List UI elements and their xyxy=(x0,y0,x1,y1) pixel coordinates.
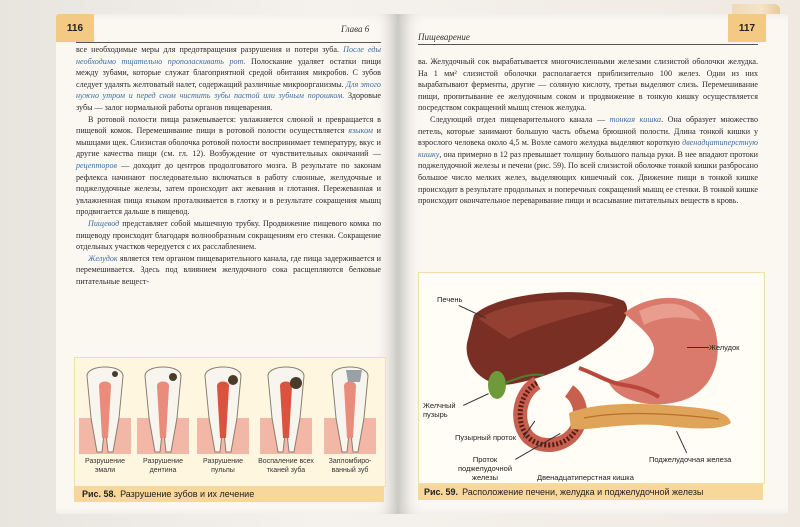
right-header-rule xyxy=(418,44,758,45)
label-pancreatic-duct: Проток поджелудочной железы xyxy=(457,455,513,482)
tooth-label-5: Запломбиро-ванный зуб xyxy=(328,458,372,474)
left-page xyxy=(56,14,398,514)
left-running-head: Глава 6 xyxy=(341,24,370,34)
teeth-figure xyxy=(74,357,386,487)
tooth-label-4: Воспаление всех тканей зуба xyxy=(258,458,314,474)
digestive-figure xyxy=(418,272,765,484)
left-body-text xyxy=(76,44,381,287)
organs-illustration xyxy=(419,273,764,483)
right-page-number: 117 xyxy=(728,14,766,42)
figure-58-caption xyxy=(74,486,384,502)
right-paragraph-2: Следующий отдел пищеварительного канала — тонкая кишка. Она образует множество петель, которые занимают большую часть объема брюшной полости. Длина тонкой кишки у взрослого человека около 4,5 м. Возле самого желудка выделяют короткую двенадцатиперстную кишку, она примерно в 12 раз превышает толщину большого пальца руки. В нее впадают протоки поджелудочной железы и печени (рис. 59). По всей слизистой оболочке тонкой кишки разбросано большое число мелких желез, выделяющих кишечный сок. Движение пищи в тонкой кишке происходит в результате продольных и поперечных сокращений мышц ее стенки. В тонкой кишке происходит окончательное переваривание пищи и всасывание питательных веществ в кровь. xyxy=(418,114,758,206)
right-page xyxy=(398,14,788,514)
left-paragraph-3: Пищевод представляет собой мышечную трубку. Продвижение пищевого комка по пищеводу происходит благодаря волнообразным сокращениям его стенки. Сокращение отдельных участков чередуется с их расслаблением. xyxy=(76,218,381,252)
tooth-label-2: Разрушение дентина xyxy=(143,458,183,474)
label-liver: Печень xyxy=(437,295,463,304)
label-duodenum: Двенадцатиперстная кишка xyxy=(537,473,634,482)
tooth-drawing-3 xyxy=(197,367,249,454)
label-gallbladder: Желчный пузырь xyxy=(423,401,456,419)
right-running-head: Пищеварение xyxy=(418,32,470,42)
tooth-drawing-1 xyxy=(79,367,131,454)
right-body-text xyxy=(418,56,758,207)
book-spread xyxy=(56,14,792,519)
label-stomach: Желудок xyxy=(709,343,740,352)
tooth-label-3: Разрушение пульпы xyxy=(203,458,243,474)
label-bile-duct: Пузырный проток xyxy=(455,433,516,442)
figure-59-text: Расположение печени, желудка и поджелудочной железы xyxy=(462,487,704,497)
left-paragraph-4: Желудок является тем органом пищеварительного канала, где пища задерживается и перемешивается. Здесь под влиянием желудочного сока расщепляются белковые питательные вещест- xyxy=(76,253,381,286)
left-page-number: 116 xyxy=(56,14,94,42)
left-paragraph-2: В ротовой полости пища разжевывается: увлажняется слюной и превращается в пищевой комок. Перемешивание пищи в ротовой полости осуществляется языком и мышцами щек. Слизистая оболочка ротовой полости воспринимает температуру, вкус и другие качества пищи (см. гл. 12). Возбуждение от чувствительных окончаний — рецепторов — доходит до центров продолговатого мозга. В результате по законам рефлекса начинают последовательно включаться в работу слюнные, желудочные и поджелудочные железы, затем происходит акт жевания и глотания. Пережеванная и увлажненная пища языком проталкивается в глотку и в результате сокращения мышц продвигается дальше в пищевод. xyxy=(76,114,381,217)
gallbladder-shape xyxy=(488,371,506,399)
tooth-drawing-5 xyxy=(324,367,376,454)
right-paragraph-1: ва. Желудочный сок вырабатывается многочисленными железами слизистой оболочки желудка. На 1 мм² слизистой оболочки располагается приблизительно 100 желез. Одни из них вырабатывают ферменты, другие — соляную кислоту, третьи выделяют слизь. Перемешивание пищи, пропитывание ее желудочным соком и продвижение в тонкую кишку осуществляется посредством сокращений мышц стенок желудка. xyxy=(418,57,758,113)
left-header-rule xyxy=(76,42,381,43)
tooth-label-1: Разрушение эмали xyxy=(85,458,125,474)
figure-58-number: Рис. 58. xyxy=(82,489,117,499)
tooth-drawing-2 xyxy=(137,367,189,454)
tooth-drawing-4 xyxy=(260,367,312,454)
figure-59-number: Рис. 59. xyxy=(424,487,459,497)
figure-58-text: Разрушение зубов и их лечение xyxy=(120,489,255,499)
figure-59-caption xyxy=(418,484,763,500)
label-pancreas: Поджелудочная железа xyxy=(649,455,732,464)
left-paragraph-1: все необходимые меры для предотвращения разрушения и потери зуба. После еды необходимо тщательно прополаскивать рот. Полоскание удаляет остатки пищи между зубами, которые служат благоприятной средой обитания микробов. С зубов следует удалять желтоватый налет, содержащий различные микроорганизмы. Для этого нужно утром и перед сном чистить зубы пастой или зубным порошком. Здоровые зубы — залог нормальной работы органов пищеварения. xyxy=(76,45,382,112)
leader-stomach xyxy=(687,347,709,348)
